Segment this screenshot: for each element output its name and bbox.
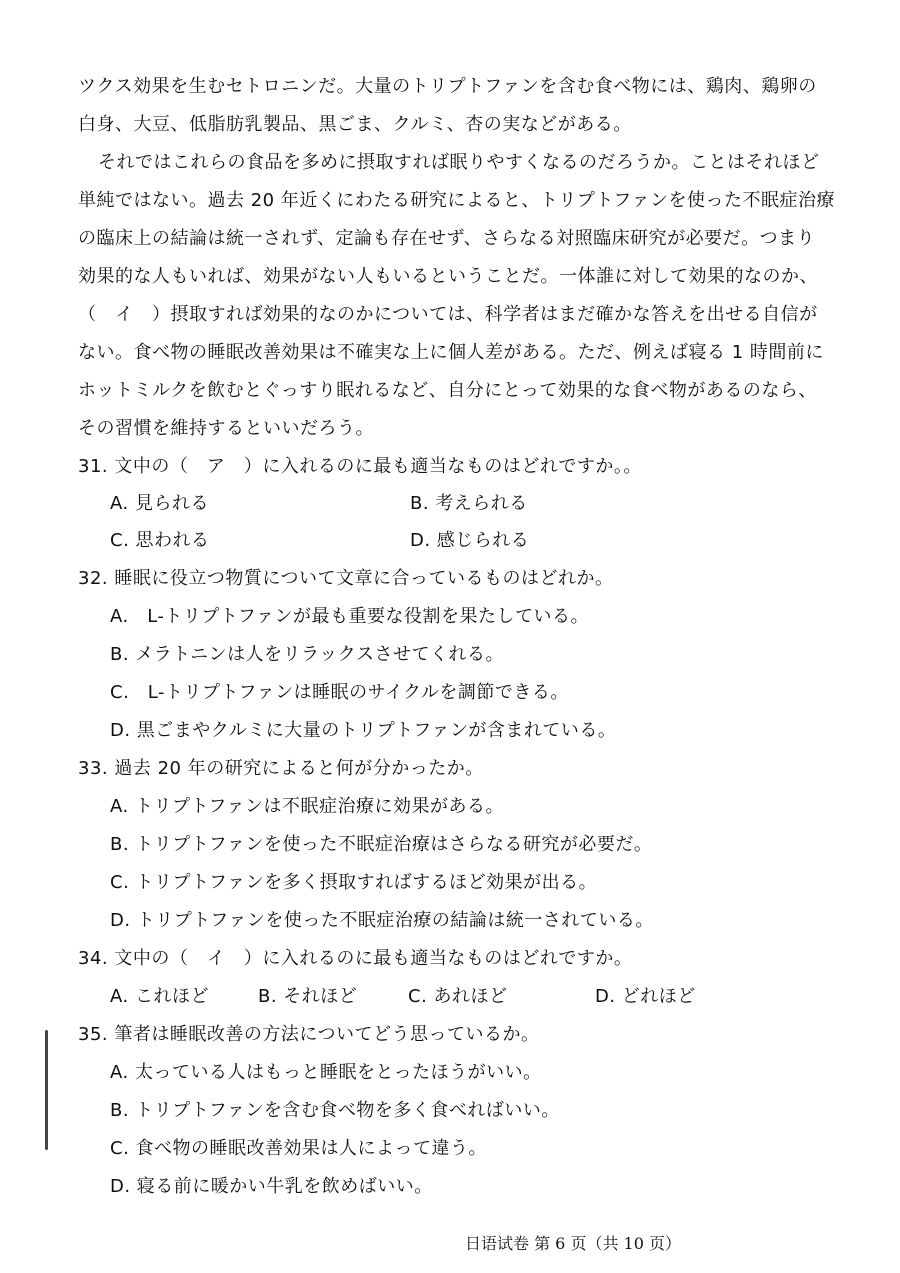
question-33-option-b: B. トリプトファンを使った不眠症治療はさらなる研究が必要だ。 [110, 834, 653, 855]
question-35-option-d: D. 寝る前に暖かい牛乳を飲めばいい。 [110, 1176, 433, 1197]
question-32-stem: 32. 睡眠に役立つ物質について文章に合っているものはどれか。 [78, 568, 614, 589]
question-35-stem: 35. 筆者は睡眠改善の方法についてどう思っているか。 [78, 1024, 540, 1045]
question-31-option-c: C. 思われる [110, 530, 210, 551]
question-31-option-a: A. 見られる [110, 493, 209, 514]
question-31-option-d: D. 感じられる [410, 530, 530, 551]
passage-line: の臨床上の結論は統一されず、定論も存在せず、さらなる対照臨床研究が必要だ。つまり [78, 228, 816, 249]
question-31-stem: 31. 文中の（ ア ）に入れるのに最も適当なものはどれですか。。 [78, 456, 642, 477]
passage-line: ホットミルクを飲むとぐっすり眠れるなど、自分にとって効果的な食べ物があるのなら、 [78, 380, 817, 401]
question-34-option-a: A. これほど [110, 986, 209, 1007]
question-31-option-b: B. 考えられる [410, 493, 528, 514]
question-33-option-d: D. トリプトファンを使った不眠症治療の結論は統一されている。 [110, 910, 654, 931]
question-33-option-a: A. トリプトファンは不眠症治療に効果がある。 [110, 796, 505, 817]
question-34-option-d: D. どれほど [595, 986, 696, 1007]
passage-line: 白身、大豆、低脂肪乳製品、黒ごま、クルミ、杏の実などがある。 [78, 114, 632, 135]
question-35-option-b: B. トリプトファンを含む食べ物を多く食べればいい。 [110, 1100, 560, 1121]
question-34-stem: 34. 文中の（ イ ）に入れるのに最も適当なものはどれですか。 [78, 948, 633, 969]
passage-line: ない。食べ物の睡眠改善効果は不確実な上に個人差がある。ただ、例えば寝る 1 時間前に [78, 342, 824, 363]
question-32-option-b: B. メラトニンは人をリラックスさせてくれる。 [110, 644, 505, 665]
passage-line: 単純ではない。過去 20 年近くにわたる研究によると、トリプトファンを使った不眠症治療 [78, 190, 835, 211]
passage-line: ツクス効果を生むセトロニンだ。大量のトリプトファンを含む食べ物には、鶏肉、鶏卵の [78, 76, 817, 97]
question-35-option-a: A. 太っている人はもっと睡眠をとったほうがいい。 [110, 1062, 542, 1083]
passage-line: 効果的な人もいれば、効果がない人もいるということだ。一体誰に対して効果的なのか、 [78, 266, 818, 287]
question-32-option-a: A. L-トリプトファンが最も重要な役割を果たしている。 [110, 606, 590, 627]
passage-line: （ イ ）摂取すれば効果的なのかについては、科学者はまだ確かな答えを出せる自信が [78, 304, 818, 325]
question-32-option-d: D. 黒ごまやクルミに大量のトリプトファンが含まれている。 [110, 720, 617, 741]
page-footer: 日语试卷 第 6 页（共 10 页） [465, 1234, 681, 1253]
question-33-option-c: C. トリプトファンを多く摂取すればするほど効果が出る。 [110, 872, 598, 893]
scan-edge-mark [45, 1030, 48, 1150]
passage-line: それではこれらの食品を多めに摂取すれば眠りやすくなるのだろうか。ことはそれほど [98, 152, 820, 173]
passage-line: その習慣を維持するといいだろう。 [78, 418, 374, 439]
question-33-stem: 33. 過去 20 年の研究によると何が分かったか。 [78, 758, 484, 779]
question-34-option-b: B. それほど [258, 986, 358, 1007]
question-34-option-c: C. あれほど [408, 986, 508, 1007]
question-35-option-c: C. 食べ物の睡眠改善効果は人によって違う。 [110, 1138, 488, 1159]
question-32-option-c: C. L-トリプトファンは睡眠のサイクルを調節できる。 [110, 682, 569, 703]
